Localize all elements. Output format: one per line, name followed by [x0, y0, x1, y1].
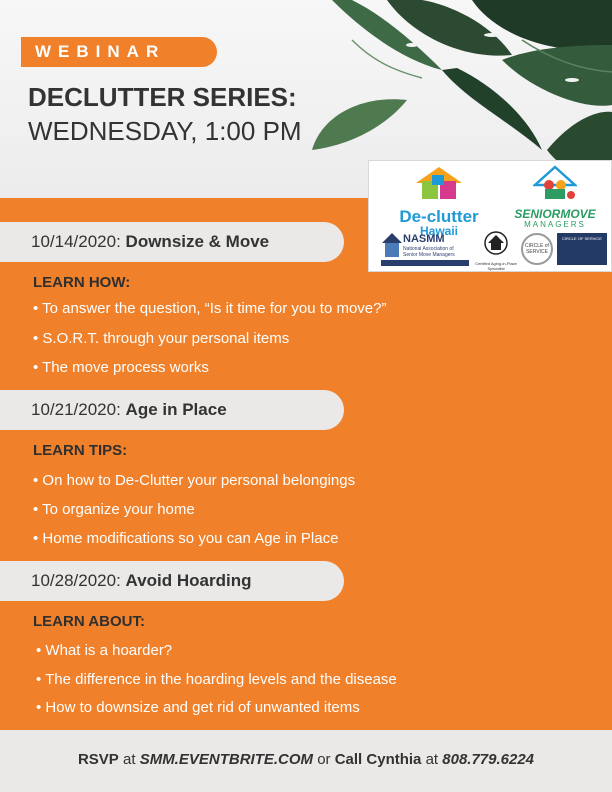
series-title: DECLUTTER SERIES: — [28, 82, 297, 112]
call-at-text: at — [421, 751, 443, 768]
circle-of-service-badge: CIRCLE OF SERVICE — [557, 233, 607, 265]
rsvp-at-text: at — [118, 751, 140, 768]
family-house-icon — [533, 165, 577, 201]
session-3-bullet-3: • How to downsize and get rid of unwanted items — [36, 699, 360, 716]
session-2-topic: Age in Place — [125, 400, 227, 419]
phone-number[interactable]: 808.779.6224 — [442, 751, 535, 768]
rsvp-footer — [0, 730, 612, 792]
session-2-date: 10/21/2020: — [31, 400, 121, 419]
session-1-heading: LEARN HOW: — [33, 274, 131, 291]
session-2-bar — [0, 390, 344, 430]
session-2-bullet-3: • Home modifications so you can Age in Place — [33, 530, 339, 547]
caps-logo — [473, 231, 519, 269]
webinar-badge: WEBINAR — [21, 37, 217, 67]
rsvp-label: RSVP — [77, 751, 119, 768]
session-1-bullet-3: • The move process works — [33, 359, 209, 376]
declutter-title: De-clutter — [399, 207, 479, 226]
rsvp-or-text: or — [313, 751, 335, 768]
circle-of-service-seal: CIRCLE of SERVICE — [521, 233, 553, 265]
declutter-hawaii-logo — [387, 165, 491, 237]
eventbrite-link[interactable]: SMM.EVENTBRITE.COM — [139, 751, 314, 768]
senior-move-title: SENIORMOVE — [514, 207, 596, 221]
caps-subtitle: Certified Aging-in-Place Specialist — [475, 261, 517, 271]
call-cynthia-label: Call Cynthia — [334, 751, 422, 768]
session-3-topic: Avoid Hoarding — [125, 571, 252, 590]
session-1-bar — [0, 222, 344, 262]
session-1-topic: Downsize & Move — [125, 232, 270, 251]
nasmm-house-icon — [381, 231, 403, 259]
caps-house-icon — [483, 231, 509, 255]
senior-move-managers-logo — [503, 165, 607, 229]
puzzle-house-icon — [414, 165, 464, 201]
nasmm-title: NASMM — [403, 233, 445, 245]
session-3-bullet-2: • The difference in the hoarding levels and the disease — [36, 671, 397, 688]
session-2-heading: LEARN TIPS: — [33, 442, 128, 459]
session-2-bullet-1: • On how to De-Clutter your personal belongings — [33, 472, 356, 489]
nasmm-logo — [379, 231, 471, 269]
session-1-date: 10/14/2020: — [31, 232, 121, 251]
session-1-bullet-2: • S.O.R.T. through your personal items — [33, 330, 290, 347]
session-3-bar — [0, 561, 344, 601]
session-2-bullet-2: • To organize your home — [33, 501, 195, 518]
session-1-bullet-1: • To answer the question, “Is it time for you to move?” — [33, 300, 387, 317]
series-schedule: WEDNESDAY, 1:00 PM — [28, 116, 302, 146]
nasmm-subtitle: National Association of Senior Move Managers — [403, 246, 455, 258]
session-3-bullet-1: • What is a hoarder? — [36, 642, 173, 659]
partner-logos-panel — [368, 160, 612, 272]
declutter-subtitle: Hawaii — [419, 224, 458, 238]
senior-move-subtitle: MANAGERS — [524, 220, 586, 229]
nasmm-bar — [381, 260, 469, 266]
session-3-heading: LEARN ABOUT: — [33, 613, 145, 630]
session-3-date: 10/28/2020: — [31, 571, 121, 590]
